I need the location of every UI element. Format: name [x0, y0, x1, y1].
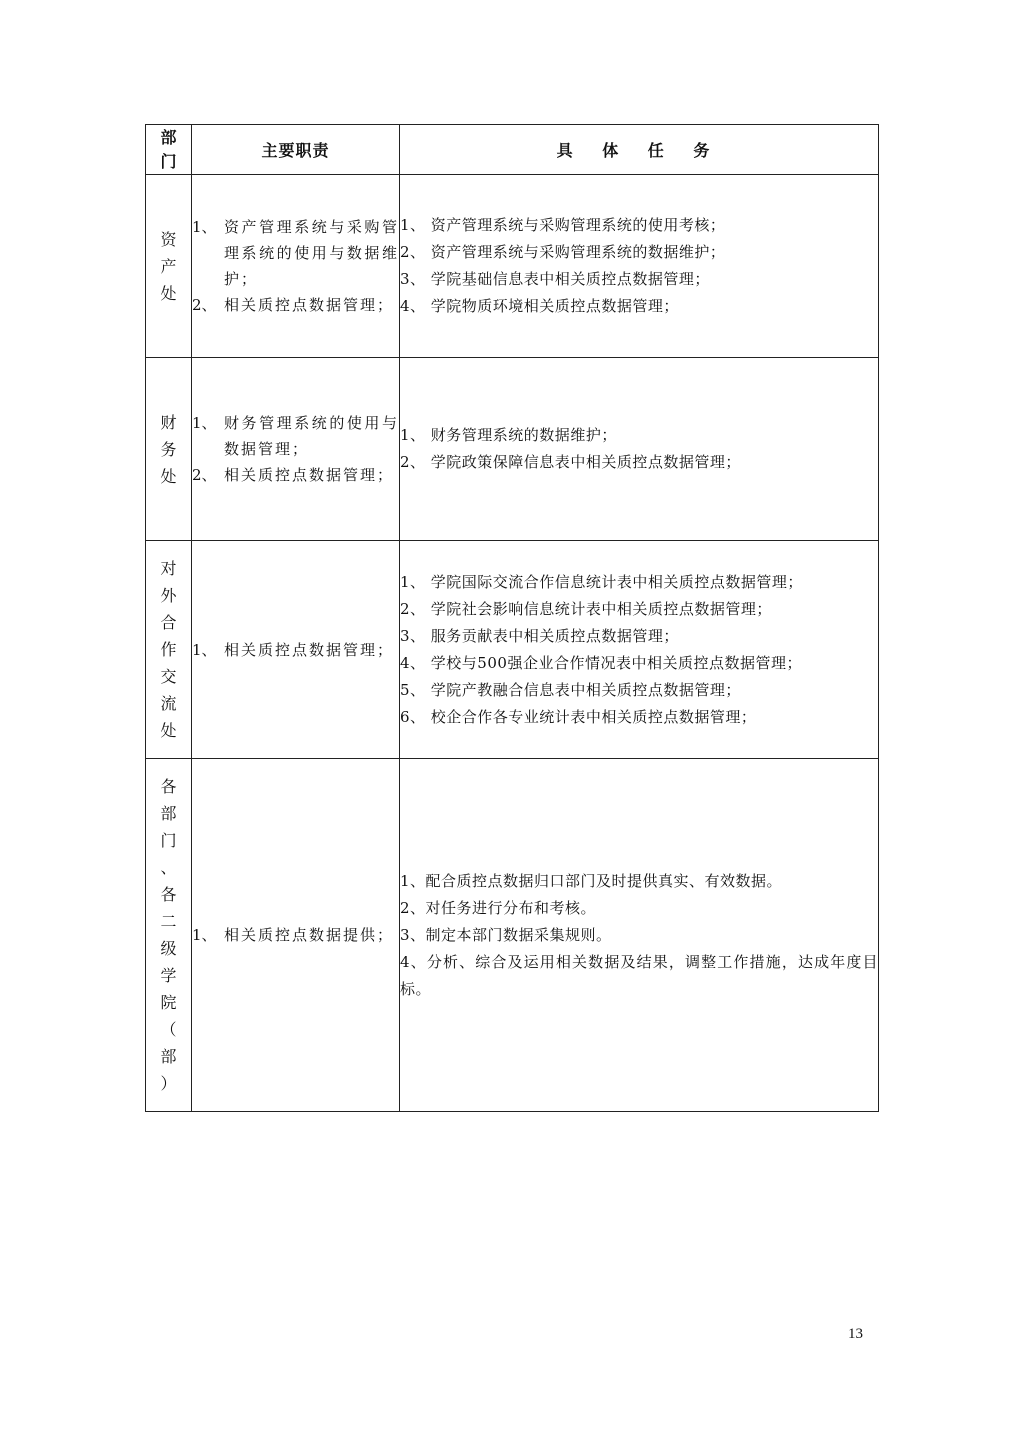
duty-item [192, 292, 399, 318]
task-item: 1、 资产管理系统与采购管理系统的使用考核； [400, 216, 726, 234]
task-item: 2、 资产管理系统与采购管理系统的数据维护； [400, 243, 726, 261]
duty-item [192, 637, 399, 663]
task-item: 4、分析、综合及运用相关数据及结果，调整工作措施，达成年度目标。 [400, 952, 878, 998]
duty-text: 财务管理系统的使用与数据管理； [224, 414, 399, 458]
task-item: 3、制定本部门数据采集规则。 [400, 925, 612, 944]
duty-item [192, 214, 399, 292]
header-task: 具 体 任 务 [400, 125, 879, 175]
duty-text: 相关质控点数据管理； [224, 466, 395, 484]
task-item: 1、配合质控点数据归口部门及时提供真实、有效数据。 [400, 871, 783, 890]
dept-char: ） [160, 1074, 177, 1093]
dept-char: 产 [160, 256, 177, 276]
task-cell [400, 541, 879, 759]
duty-number: 1、 [192, 218, 217, 236]
dept-char: 部 [160, 804, 177, 823]
duty-text: 相关质控点数据管理； [224, 640, 395, 659]
table-row [146, 358, 879, 541]
duty-number: 1、 [192, 926, 217, 944]
task-item: 3、 学院基础信息表中相关质控点数据管理； [400, 270, 710, 288]
dept-char: 合 [160, 613, 177, 632]
dept-char: 务 [160, 439, 177, 459]
dept-cell [146, 175, 192, 358]
task-item: 2、 学院社会影响信息统计表中相关质控点数据管理； [400, 599, 772, 618]
duty-cell [192, 358, 400, 541]
dept-char: 学 [160, 966, 177, 985]
task-cell [400, 358, 879, 541]
task-item: 4、 学院物质环境相关质控点数据管理； [400, 297, 679, 315]
table-row [146, 541, 879, 759]
dept-char: 部 [160, 1047, 177, 1066]
dept-char: 流 [160, 694, 177, 713]
duty-text: 相关质控点数据提供； [224, 926, 395, 944]
duty-item [192, 922, 399, 948]
table-header-row [146, 125, 879, 175]
task-item: 2、对任务进行分布和考核。 [400, 898, 597, 917]
page-number: 13 [848, 1326, 863, 1342]
dept-char: 各 [160, 777, 177, 796]
dept-char: 对 [160, 559, 177, 578]
dept-char: 处 [160, 466, 177, 486]
dept-cell [146, 541, 192, 759]
dept-char: 处 [160, 721, 177, 740]
header-duty: 主要职责 [192, 125, 400, 175]
dept-char: 外 [160, 586, 177, 605]
duty-text: 相关质控点数据管理； [224, 296, 395, 314]
dept-char: 财 [160, 412, 177, 432]
dept-char: 院 [160, 993, 177, 1012]
duty-cell [192, 175, 400, 358]
table-row [146, 175, 879, 358]
table-row [146, 759, 879, 1112]
dept-char: 资 [160, 229, 177, 249]
task-item: 1、 财务管理系统的数据维护； [400, 426, 617, 444]
duty-number: 1、 [192, 414, 217, 432]
header-dept-char: 门 [160, 151, 177, 171]
duty-item [192, 462, 399, 488]
task-item: 6、 校企合作各专业统计表中相关质控点数据管理； [400, 707, 757, 726]
duty-number: 2、 [192, 296, 217, 314]
dept-char: 门 [160, 831, 177, 850]
dept-cell [146, 759, 192, 1112]
dept-char: （ [160, 1020, 177, 1039]
dept-char: 二 [160, 912, 177, 931]
dept-char: 各 [160, 885, 177, 904]
duty-cell [192, 541, 400, 759]
duty-cell [192, 759, 400, 1112]
responsibility-table [145, 124, 879, 1112]
header-dept-char: 部 [160, 127, 177, 147]
duty-text: 资产管理系统与采购管理系统的使用与数据维护； [224, 218, 399, 288]
task-cell [400, 175, 879, 358]
duty-number: 1、 [192, 640, 217, 659]
dept-char: 作 [160, 640, 177, 659]
task-item: 4、 学校与500强企业合作情况表中相关质控点数据管理； [400, 653, 802, 672]
dept-char: 处 [160, 283, 177, 303]
task-cell [400, 759, 879, 1112]
duty-number: 2、 [192, 466, 217, 484]
task-item: 3、 服务贡献表中相关质控点数据管理； [400, 626, 679, 645]
task-item: 1、 学院国际交流合作信息统计表中相关质控点数据管理； [400, 572, 803, 591]
dept-char: 级 [160, 939, 177, 958]
dept-char: 、 [160, 858, 177, 877]
dept-char: 交 [160, 667, 177, 686]
task-item: 2、 学院政策保障信息表中相关质控点数据管理； [400, 453, 741, 471]
dept-cell [146, 358, 192, 541]
duty-item [192, 410, 399, 462]
task-item: 5、 学院产教融合信息表中相关质控点数据管理； [400, 680, 741, 699]
header-dept [146, 125, 192, 175]
